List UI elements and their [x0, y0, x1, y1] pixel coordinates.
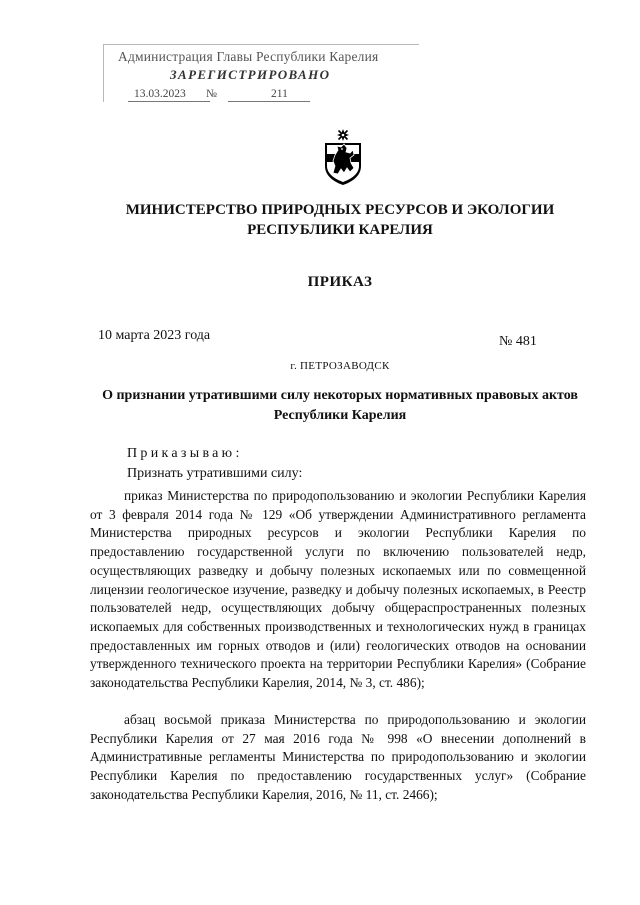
order-directive: Приказываю: [127, 446, 243, 461]
order-city: г. ПЕТРОЗАВОДСК [290, 360, 390, 372]
registration-stamp [103, 44, 419, 102]
stamp-date: 13.03.2023 [134, 88, 186, 100]
recognize-text: Признать утратившими силу: [127, 466, 303, 481]
ministry-name: МИНИСТЕРСТВО ПРИРОДНЫХ РЕСУРСОВ И ЭКОЛОГИИ РЕСПУБЛИКИ КАРЕЛИЯ [125, 202, 555, 238]
order-subject: О признании утратившими силу некоторых нормативных правовых актов Республики Карелия [102, 388, 578, 423]
stamp-number-label: № [206, 88, 217, 100]
stamp-organization: Администрация Главы Республики Карелия [118, 49, 379, 64]
stamp-number: 211 [271, 88, 288, 100]
stamp-status: ЗАРЕГИСТРИРОВАНО [170, 67, 331, 82]
order-number: № 481 [499, 334, 537, 349]
stamp-date-underline [128, 101, 210, 102]
karelia-coat-of-arms-icon [320, 128, 366, 186]
stamp-number-underline [228, 101, 310, 102]
order-date: 10 марта 2023 года [98, 328, 211, 343]
document-type: ПРИКАЗ [307, 274, 373, 290]
body-paragraph: абзац восьмой приказа Министерства по природопользованию и экологии Республики Карелия от 27 мая 2016 года № 998 «О внесении дополнений в Административные регламенты Министерства по природопользованию и экологии Республики Карелия по предоставлению государственных услуг» (Собрание законодательства Республики Карелия, 2016, № 11, ст. 2466); [90, 712, 586, 802]
body-paragraph: приказ Министерства по природопользованию и экологии Республики Карелия от 3 февраля 2014 года № 129 «Об утверждении Административного регламента Министерства природных ресурсов и экологии Республики Карелия по предоставлению государственной услуги по включению пользователей недр, осуществляющих разведку и добычу полезных ископаемых или по совмещенной лицензии геологическое изучение, разведку и добычу полезных ископаемых, в Реестр пользователей недр, осуществляющих добычу общераспространенных полезных ископаемых для собственных производственных и технологических нужд в границах предоставленных им горных отводов и (или) геологических отводов на основании утвержденного технического проекта на территории Республики Карелия» (Собрание законодательства Республики Карелия, 2014, № 3, ст. 486); [90, 488, 586, 691]
